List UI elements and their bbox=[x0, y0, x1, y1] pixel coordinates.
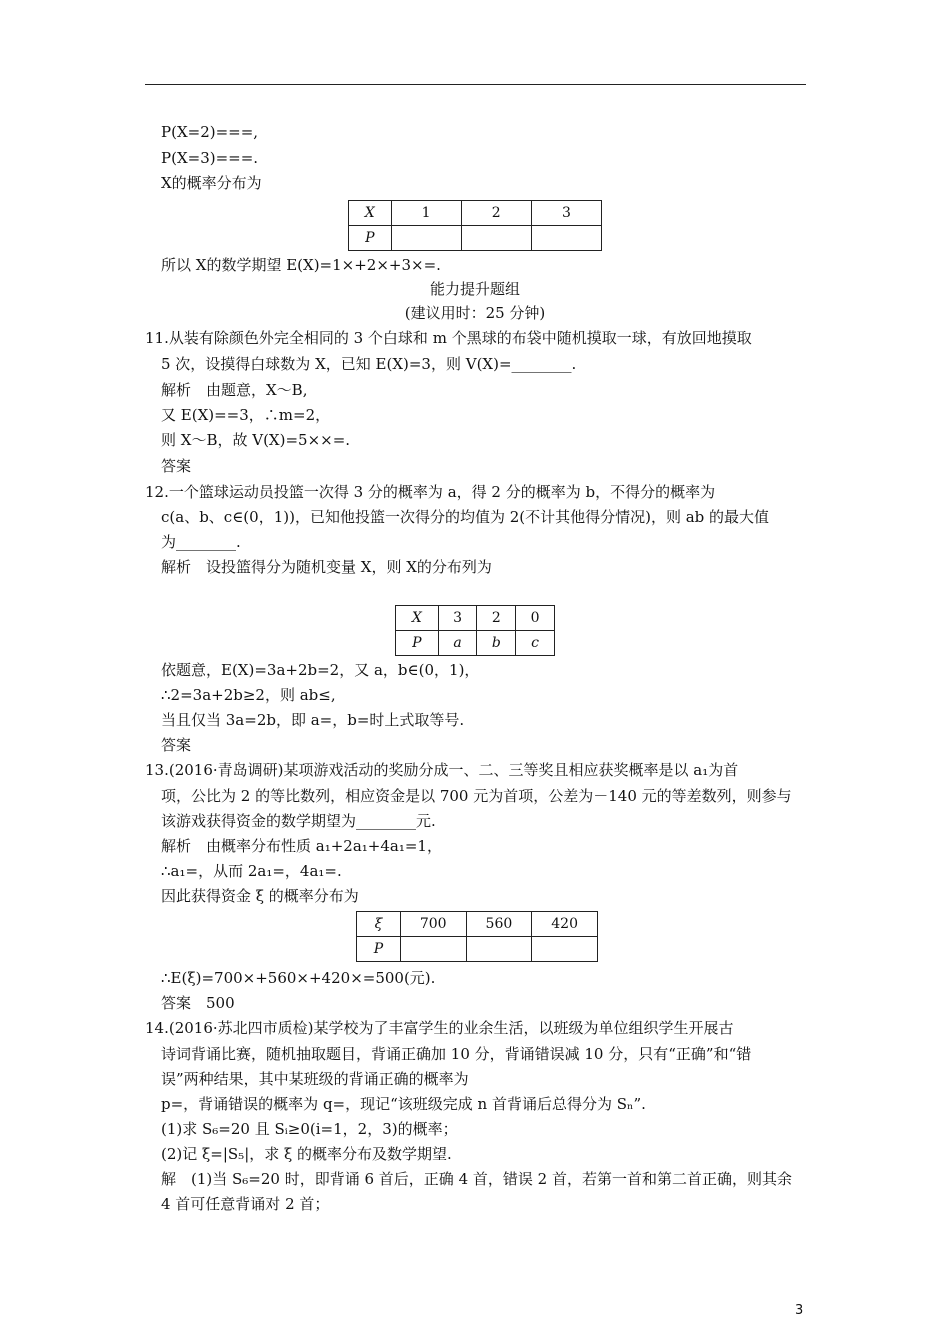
q14-line: 诗词背诵比赛，随机抽取题目，背诵正确加 10 分，背诵错误减 10 分，只有“正确”和“错 bbox=[161, 1045, 752, 1063]
table-cell bbox=[466, 937, 532, 962]
q11-answer: 答案 bbox=[161, 457, 192, 475]
table-cell: X bbox=[349, 201, 392, 226]
line-distribution-intro: X的概率分布为 bbox=[161, 174, 262, 192]
q13-answer: 答案 500 bbox=[161, 994, 235, 1012]
table-cell: 560 bbox=[466, 912, 532, 937]
table-cell: P bbox=[357, 937, 401, 962]
table-cell: 3 bbox=[531, 201, 601, 226]
q14-line: (2)记 ξ=|S₅|，求 ξ 的概率分布及数学期望. bbox=[161, 1145, 452, 1163]
q13-line: 因此获得资金 ξ 的概率分布为 bbox=[161, 887, 359, 905]
q12-line: 12.一个篮球运动员投篮一次得 3 分的概率为 a，得 2 分的概率为 b，不得分的概率为 bbox=[145, 483, 716, 501]
table-cell: 0 bbox=[516, 606, 555, 631]
q13-line: 13.(2016·青岛调研)某项游戏活动的奖励分成一、二、三等奖且相应获奖概率是以 a₁为首 bbox=[145, 761, 739, 779]
table-cell: P bbox=[349, 226, 392, 251]
q12-line: c(a、b、c∈(0，1))，已知他投篮一次得分的均值为 2(不计其他得分情况)，则 ab 的最大值 bbox=[161, 508, 770, 526]
q13-line: 项，公比为 2 的等比数列，相应资金是以 700 元为首项，公差为－140 元的等差数列，则参与 bbox=[161, 787, 792, 805]
table-cell: 2 bbox=[477, 606, 516, 631]
table-cell: 420 bbox=[532, 912, 598, 937]
q14-line: 解 (1)当 S₆=20 时，即背诵 6 首后，正确 4 首，错误 2 首，若第一首和第二首正确，则其余 bbox=[161, 1170, 792, 1188]
q11-line: 则 X～B，故 V(X)=5××=. bbox=[161, 431, 351, 449]
q12-answer: 答案 bbox=[161, 736, 192, 754]
q14-line: (1)求 S₆=20 且 Sᵢ≥0(i=1，2，3)的概率； bbox=[161, 1120, 458, 1138]
q11-line: 又 E(X)==3，∴m=2， bbox=[161, 406, 331, 424]
q11-line: 11.从装有除颜色外完全相同的 3 个白球和 m 个黑球的布袋中随机摸取一球，有放回地摸取 bbox=[145, 329, 752, 347]
q14-line: p=，背诵错误的概率为 q=，现记“该班级完成 n 首背诵后总得分为 Sₙ”. bbox=[161, 1095, 646, 1113]
table-distribution-2 bbox=[395, 605, 555, 656]
table-cell bbox=[400, 937, 466, 962]
table-cell: a bbox=[438, 631, 477, 656]
q11-line: 解析 由题意，X～B, bbox=[161, 381, 308, 399]
line-px3: P(X=3)===. bbox=[161, 149, 259, 167]
section-subtitle: (建议用时：25 分钟) bbox=[404, 304, 546, 322]
q13-line: ∴a₁=，从而 2a₁=，4a₁=. bbox=[161, 862, 342, 880]
line-expectation: 所以 X的数学期望 E(X)=1×+2×+3×=. bbox=[161, 256, 441, 274]
q12-line: 为________. bbox=[161, 533, 241, 551]
table-cell bbox=[391, 226, 461, 251]
section-title: 能力提升题组 bbox=[429, 280, 520, 298]
table-cell bbox=[461, 226, 531, 251]
q11-line: 5 次，设摸得白球数为 X，已知 E(X)=3，则 V(X)=________. bbox=[161, 355, 577, 373]
table-distribution-3 bbox=[356, 911, 598, 962]
q12-line: 解析 设投篮得分为随机变量 X，则 X的分布列为 bbox=[161, 558, 492, 576]
line-px2: P(X=2)===, bbox=[161, 123, 259, 141]
table-distribution-1 bbox=[348, 200, 602, 251]
table-cell: 700 bbox=[400, 912, 466, 937]
q14-line: 误”两种结果，其中某班级的背诵正确的概率为 bbox=[161, 1070, 469, 1088]
table-cell: b bbox=[477, 631, 516, 656]
q14-line: 14.(2016·苏北四市质检)某学校为了丰富学生的业余生活，以班级为单位组织学生开展古 bbox=[145, 1019, 734, 1037]
table-cell bbox=[531, 226, 601, 251]
table-cell: 3 bbox=[438, 606, 477, 631]
q13-line: 该游戏获得资金的数学期望为________元. bbox=[161, 812, 436, 830]
q14-line: 4 首可任意背诵对 2 首； bbox=[161, 1195, 330, 1213]
table-cell: ξ bbox=[357, 912, 401, 937]
q12-line: ∴2=3a+2b≥2，则 ab≤, bbox=[161, 686, 336, 704]
table-cell: X bbox=[396, 606, 439, 631]
table-cell: 2 bbox=[461, 201, 531, 226]
table-cell: P bbox=[396, 631, 439, 656]
header-rule bbox=[145, 84, 806, 85]
table-cell: c bbox=[516, 631, 555, 656]
q12-line: 当且仅当 3a=2b，即 a=，b=时上式取等号. bbox=[161, 711, 465, 729]
table-cell bbox=[532, 937, 598, 962]
page-number: 3 bbox=[795, 1303, 804, 1318]
q13-line: ∴E(ξ)=700×+560×+420×=500(元). bbox=[161, 969, 436, 987]
q12-line: 依题意，E(X)=3a+2b=2，又 a，b∈(0，1)， bbox=[161, 661, 480, 679]
table-cell: 1 bbox=[391, 201, 461, 226]
q13-line: 解析 由概率分布性质 a₁+2a₁+4a₁=1， bbox=[161, 837, 442, 855]
